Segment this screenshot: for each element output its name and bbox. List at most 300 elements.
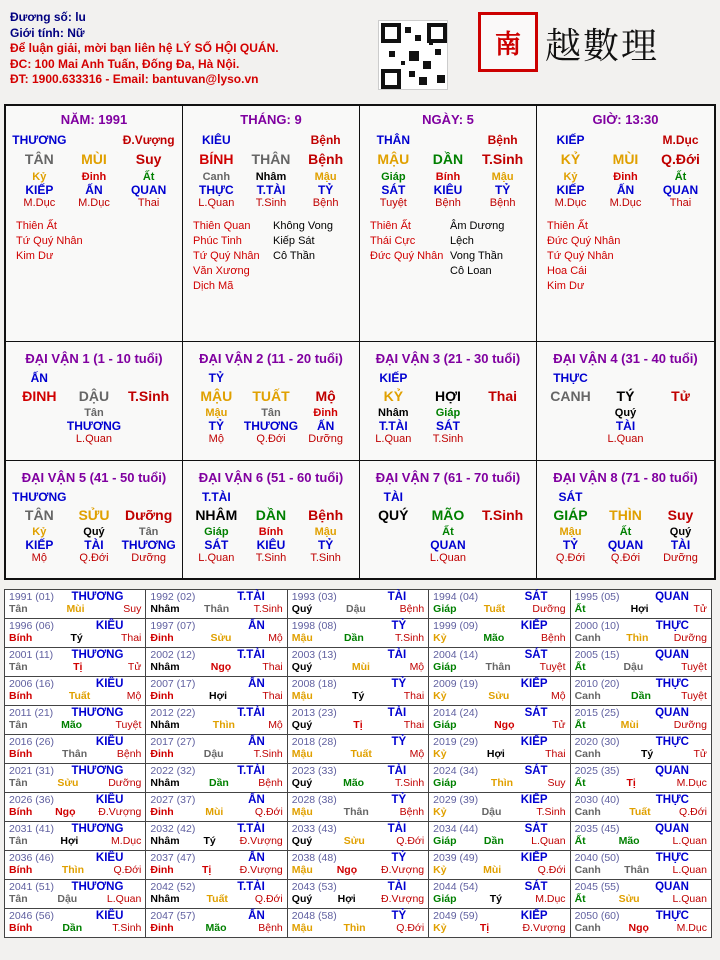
pillar-gods-2: TỶ xyxy=(317,183,334,197)
year-cell-bottom xyxy=(9,661,141,673)
year-cell xyxy=(428,676,570,706)
pillar-hidden-stems-2: Ất xyxy=(674,171,687,183)
year-stem: Bính xyxy=(9,864,33,876)
year-branch: Thân xyxy=(624,864,650,876)
year-branch: Sửu xyxy=(618,893,640,905)
dai-van-hidden-1: Quý xyxy=(83,526,105,538)
year-label: 2037 (47) xyxy=(150,852,196,864)
pillar-phase-2: Bệnh xyxy=(312,197,339,209)
star-name: Kiếp Sát xyxy=(273,235,315,247)
year-cell-bottom xyxy=(292,835,424,847)
star-name: Kim Dư xyxy=(547,280,585,292)
year-phase: Đ.Vượng xyxy=(98,806,142,818)
year-branch: Tý xyxy=(70,632,83,644)
year-cell-bottom xyxy=(9,835,141,847)
year-cell-top xyxy=(575,620,707,632)
year-cell-bottom xyxy=(575,632,707,644)
dai-van-gods-row xyxy=(360,538,536,552)
year-branch: Thân xyxy=(485,661,511,673)
year-cell-top xyxy=(433,823,565,835)
year-branch: Ngọ xyxy=(55,806,76,818)
year-cell-top xyxy=(9,620,141,632)
dai-van-god-1 xyxy=(67,490,121,504)
pillar-hidden-stems-row xyxy=(6,171,182,183)
year-phase: Thai xyxy=(120,632,142,644)
dai-van-main-1: HỢI xyxy=(435,388,461,404)
year-branch: Mùi xyxy=(205,806,224,818)
dai-van-gods-1: TÀI xyxy=(615,419,636,433)
dai-van-phase-2: Dưỡng xyxy=(308,433,344,445)
year-stem: Nhâm xyxy=(150,893,180,905)
year-phase: T.Sinh xyxy=(394,632,425,644)
year-phase: Thai xyxy=(545,748,566,760)
pillar-phase-row xyxy=(183,197,359,209)
dai-van-main-0: KỶ xyxy=(383,388,404,404)
dai-van-main-2: T.Sinh xyxy=(128,388,170,404)
pillar-gods-2: QUAN xyxy=(662,183,699,197)
year-god: SÁT xyxy=(524,765,548,777)
year-god: TÀI xyxy=(387,591,407,603)
year-phase: Mộ xyxy=(126,690,142,702)
year-cell-bottom xyxy=(575,922,707,934)
year-stem: Bính xyxy=(9,922,33,934)
year-cell-top xyxy=(292,794,424,806)
year-phase: L.Quan xyxy=(106,893,142,905)
pillar-top-2: Đ.Vượng xyxy=(122,133,175,147)
year-stem: Kỷ xyxy=(433,864,447,876)
year-branch: Mão xyxy=(483,632,505,644)
pillar-gods-1: ẤN xyxy=(616,183,635,197)
pillar-top-0: KIÊU xyxy=(201,133,231,147)
year-label: 1999 (09) xyxy=(433,620,479,632)
dai-van-4 xyxy=(537,342,714,461)
pillar-phase-0: M.Dục xyxy=(554,197,587,209)
dai-van-title: ĐẠI VẬN 4 (31 - 40 tuổi) xyxy=(553,351,698,366)
dai-van-hidden-0: Kỷ xyxy=(32,526,47,538)
year-cell-top xyxy=(575,765,707,777)
year-cell-bottom xyxy=(575,719,707,731)
year-god: SÁT xyxy=(524,649,548,661)
year-cell xyxy=(145,647,287,677)
year-cell-bottom xyxy=(575,690,707,702)
year-cell xyxy=(287,647,429,677)
dai-van-phase-row xyxy=(537,433,714,445)
year-phase: Bệnh xyxy=(541,632,566,644)
year-cell-bottom xyxy=(9,748,141,760)
pillar-gods-1: ẤN xyxy=(85,183,103,197)
dai-van-gods-row xyxy=(537,419,714,433)
dai-van-main-2: Bệnh xyxy=(308,507,344,523)
year-god: TỶ xyxy=(391,794,407,806)
dai-van-phase-0 xyxy=(366,552,420,564)
year-cell xyxy=(287,676,429,706)
dai-van-hidden-row xyxy=(6,526,182,538)
year-label: 2042 (52) xyxy=(150,881,196,893)
year-cell-bottom xyxy=(150,661,282,673)
year-god: SÁT xyxy=(524,591,548,603)
year-branch: Mão xyxy=(205,922,227,934)
dai-van-gods-0: KIẾP xyxy=(25,538,54,552)
year-label: 2040 (50) xyxy=(574,852,620,864)
pillar-top-0: KIẾP xyxy=(556,133,585,147)
year-cell-top xyxy=(9,823,141,835)
dai-van-god-2 xyxy=(653,371,707,385)
year-label: 1992 (02) xyxy=(150,591,196,603)
year-branch: Tý xyxy=(203,835,216,847)
year-label: 2008 (18) xyxy=(291,678,337,690)
qr-module xyxy=(437,75,445,83)
dai-van-god-row xyxy=(360,371,536,385)
year-branch: Mùi xyxy=(620,719,639,731)
year-stem: Mậu xyxy=(291,922,313,934)
year-god: THỰC xyxy=(655,794,689,806)
year-label: 2036 (46) xyxy=(9,852,54,864)
dai-van-main-2: T.Sinh xyxy=(482,507,524,523)
pillar-phase-1: Bệnh xyxy=(435,197,461,209)
star-name: Thiên Quan xyxy=(193,220,251,232)
year-row xyxy=(4,647,716,676)
year-cell-bottom xyxy=(150,690,282,702)
dai-van-gods-row xyxy=(360,419,536,433)
pillar-phase-row xyxy=(537,197,714,209)
year-cell-top xyxy=(9,881,141,893)
year-label: 2011 (21) xyxy=(9,707,54,719)
year-cell-top xyxy=(150,823,282,835)
year-cell xyxy=(287,734,429,764)
dai-van-phase-0: Mộ xyxy=(31,552,47,564)
dai-van-main-0: QUÝ xyxy=(378,507,409,523)
year-cell-top xyxy=(9,707,141,719)
dai-van-main-0: MẬU xyxy=(200,388,233,404)
year-cell xyxy=(428,618,570,648)
dai-van-gods-2 xyxy=(476,419,530,433)
star-name: Hoa Cái xyxy=(547,265,587,277)
year-cell-top xyxy=(575,707,707,719)
year-branch: Sửu xyxy=(488,690,510,702)
year-god: THƯƠNG xyxy=(71,591,124,603)
year-label: 2023 (33) xyxy=(291,765,337,777)
star-name: Đức Quý Nhân xyxy=(547,235,621,247)
dai-van-god-2 xyxy=(476,490,530,504)
year-stem: Canh xyxy=(574,748,601,760)
year-cell xyxy=(570,705,712,735)
dai-van-phase-row xyxy=(360,552,536,564)
qr-module xyxy=(419,77,427,85)
year-cell-top xyxy=(575,852,707,864)
dai-van-main-2: Tử xyxy=(671,388,690,404)
year-row xyxy=(4,850,716,879)
year-row xyxy=(4,908,716,937)
year-phase: Đ.Vượng xyxy=(239,835,283,847)
year-branch: Hợi xyxy=(337,893,356,905)
year-cell-bottom xyxy=(292,922,424,934)
year-cell-bottom xyxy=(9,777,141,789)
year-god: TỶ xyxy=(391,910,407,922)
year-cell xyxy=(287,821,429,851)
year-phase: T.Sinh xyxy=(253,748,283,760)
dai-van-hidden-1: Giáp xyxy=(435,407,461,419)
star-name: Đức Quý Nhân xyxy=(370,250,444,262)
year-god: KIÊU xyxy=(95,736,124,748)
year-god: KIẾP xyxy=(520,678,548,690)
year-god: TÀI xyxy=(387,823,407,835)
year-cell-top xyxy=(292,649,424,661)
dai-van-7 xyxy=(360,461,537,580)
contact-address: ĐC: 100 Mai Anh Tuấn, Đống Đa, Hà Nội. xyxy=(10,56,240,71)
year-stem: Đinh xyxy=(150,864,174,876)
year-row xyxy=(4,879,716,908)
year-cell xyxy=(428,792,570,822)
year-cell-top xyxy=(433,765,565,777)
dai-van-phase-1: L.Quan xyxy=(429,552,467,564)
pillar-gods-row xyxy=(6,183,182,197)
year-branch: Mùi xyxy=(351,661,370,673)
year-cell-bottom xyxy=(150,719,282,731)
year-cell-bottom xyxy=(150,748,282,760)
year-cell-top xyxy=(150,881,282,893)
year-label: 2025 (35) xyxy=(574,765,620,777)
year-god: TỶ xyxy=(391,678,407,690)
year-cell-bottom xyxy=(433,661,565,673)
year-god: KIẾP xyxy=(520,852,548,864)
dai-van-god-0: TỶ xyxy=(208,371,224,385)
year-label: 2007 (17) xyxy=(150,678,196,690)
star-name: Phúc Tinh xyxy=(193,235,242,247)
year-stem: Mậu xyxy=(291,748,313,760)
dai-van-god-row xyxy=(183,490,359,504)
year-branch: Tị xyxy=(73,661,83,673)
year-cell-top xyxy=(433,881,565,893)
pillar-gods-2: QUAN xyxy=(130,183,167,197)
year-cell xyxy=(570,792,712,822)
year-stem: Đinh xyxy=(150,690,174,702)
year-god: QUAN xyxy=(655,707,689,719)
year-label: 2018 (28) xyxy=(291,736,337,748)
year-branch: Tuất xyxy=(629,806,651,818)
year-branch: Ngọ xyxy=(336,864,358,876)
year-stem: Kỷ xyxy=(433,690,447,702)
pillar-hidden-stems-0: Giáp xyxy=(381,171,406,183)
year-god: THƯƠNG xyxy=(71,823,124,835)
year-label: 2013 (23) xyxy=(291,707,337,719)
pillar-hidden-stems-1: Đinh xyxy=(613,171,638,183)
year-phase: Bệnh xyxy=(258,922,283,934)
dai-van-phase-1: Q.Đới xyxy=(79,552,109,564)
year-stem: Kỷ xyxy=(433,748,447,760)
year-cell xyxy=(428,734,570,764)
stars-col-1 xyxy=(16,219,96,264)
dai-van-gods-row xyxy=(6,538,182,552)
year-row xyxy=(4,763,716,792)
pillar-gods-1: KIÊU xyxy=(433,183,463,197)
year-cell-bottom xyxy=(9,893,141,905)
year-phase: Mộ xyxy=(268,632,283,644)
pillar-top-row xyxy=(360,133,536,147)
year-label: 2043 (53) xyxy=(291,881,337,893)
year-god: THƯƠNG xyxy=(71,649,124,661)
dai-van-phase-2 xyxy=(653,433,707,445)
year-cell-top xyxy=(433,794,565,806)
year-label: 2020 (30) xyxy=(574,736,620,748)
year-cell-top xyxy=(433,736,565,748)
pillar-main-1: MÙI xyxy=(612,151,639,167)
dai-van-phase-1: L.Quan xyxy=(75,433,113,445)
dai-van-main-row xyxy=(360,388,536,404)
pillar-gods-1: T.TÀI xyxy=(256,183,286,197)
year-stem: Mậu xyxy=(291,806,313,818)
year-cell-top xyxy=(292,620,424,632)
dai-van-god-1 xyxy=(421,490,475,504)
year-label: 2032 (42) xyxy=(150,823,196,835)
pillar-gods-0: SÁT xyxy=(381,183,406,197)
dai-van-phase-0 xyxy=(543,433,597,445)
pillar-hidden-stems-row xyxy=(537,171,714,183)
pillar-title: NGÀY: 5 xyxy=(422,112,474,127)
pillar-hidden-stems-0: Kỷ xyxy=(32,171,47,183)
year-branch: Tuất xyxy=(68,690,91,702)
year-branch: Dần xyxy=(631,690,651,702)
year-god: TỶ xyxy=(391,620,407,632)
qr-module xyxy=(435,49,441,55)
year-branch: Tuất xyxy=(483,603,506,615)
year-cell-bottom xyxy=(433,893,565,905)
dai-van-hidden-0: Mậu xyxy=(205,407,228,419)
year-cell-top xyxy=(433,649,565,661)
year-cell-bottom xyxy=(292,690,424,702)
star-name: Kim Dư xyxy=(16,250,54,262)
year-stem: Tân xyxy=(9,835,28,847)
dai-van-1 xyxy=(6,342,183,461)
year-phase: Đ.Vượng xyxy=(381,893,425,905)
dai-van-main-0: GIÁP xyxy=(553,507,588,523)
dai-van-hidden-2 xyxy=(476,407,530,419)
year-cell xyxy=(570,908,712,938)
year-phase: Q.Đới xyxy=(537,864,566,876)
year-branch: Dần xyxy=(343,632,364,644)
year-label: 2038 (48) xyxy=(291,852,337,864)
year-phase: Tuyệt xyxy=(681,690,707,702)
year-cell-bottom xyxy=(292,719,424,731)
dai-van-gods-0 xyxy=(543,419,597,433)
dai-van-god-row xyxy=(537,490,714,504)
year-cell-bottom xyxy=(433,864,565,876)
year-cell xyxy=(4,879,146,909)
dai-van-title: ĐẠI VẬN 3 (21 - 30 tuổi) xyxy=(375,351,521,366)
year-phase: L.Quan xyxy=(672,835,707,847)
pillar-top-2: Bệnh xyxy=(487,133,518,147)
year-cell xyxy=(4,821,146,851)
year-cell-bottom xyxy=(433,748,565,760)
year-phase: Tử xyxy=(693,748,707,760)
year-god: TỶ xyxy=(391,852,407,864)
year-cell xyxy=(287,879,429,909)
dai-van-hidden-0 xyxy=(543,407,597,419)
pillar-phase-0: Tuyệt xyxy=(379,197,407,209)
year-god: ẤN xyxy=(248,678,265,690)
dai-van-god-0: SÁT xyxy=(558,490,583,504)
year-god: ẤN xyxy=(248,852,265,864)
pillar-gods-row xyxy=(183,183,359,197)
year-label: 2012 (22) xyxy=(150,707,196,719)
year-cell-bottom xyxy=(433,719,565,731)
pillar-top-2: M.Dục xyxy=(662,133,699,147)
pillar-stars xyxy=(360,219,536,279)
year-cell-bottom xyxy=(9,632,141,644)
dai-van-gods-0: T.TÀI xyxy=(378,419,408,433)
star-name: Cô Thần xyxy=(273,250,315,262)
year-cell xyxy=(570,850,712,880)
year-cell-bottom xyxy=(575,893,707,905)
year-branch: Thìn xyxy=(212,719,235,731)
year-god: TÀI xyxy=(387,881,407,893)
year-branch: Ngọ xyxy=(210,661,232,673)
year-label: 2005 (15) xyxy=(574,649,620,661)
year-cell-top xyxy=(292,910,424,922)
dai-van-gods-2: ẤN xyxy=(316,419,335,433)
year-cell xyxy=(287,763,429,793)
pillar-phase-2: Thai xyxy=(137,197,160,209)
year-cell xyxy=(4,647,146,677)
year-stem: Bính xyxy=(9,632,33,644)
dai-van-gods-0: SÁT xyxy=(204,538,229,552)
year-cell xyxy=(145,705,287,735)
year-cell-top xyxy=(292,823,424,835)
year-branch: Mão xyxy=(618,835,640,847)
dai-van-title: ĐẠI VẬN 7 (61 - 70 tuổi) xyxy=(375,470,521,485)
star-name: Văn Xương xyxy=(193,265,250,277)
year-label: 2027 (37) xyxy=(150,794,196,806)
year-stem: Quý xyxy=(291,661,313,673)
year-stem: Đinh xyxy=(150,922,174,934)
birth-chart xyxy=(4,104,716,580)
qr-code[interactable] xyxy=(378,20,448,90)
year-branch: Dậu xyxy=(623,661,644,673)
year-god: KIẾP xyxy=(520,620,548,632)
dai-van-gods-2: THƯƠNG xyxy=(121,538,176,552)
year-cell xyxy=(570,618,712,648)
dai-van-hidden-2: Quý xyxy=(669,526,692,538)
logo-seal: 南 xyxy=(478,12,538,72)
year-label: 2039 (49) xyxy=(433,852,479,864)
year-cell xyxy=(428,850,570,880)
year-cell-bottom xyxy=(575,835,707,847)
year-cell-bottom xyxy=(433,835,565,847)
year-cell-bottom xyxy=(150,922,282,934)
year-stem: Kỷ xyxy=(433,632,447,644)
pillar-hidden-stems-row xyxy=(183,171,359,183)
year-branch: Tý xyxy=(641,748,654,760)
year-cell xyxy=(428,879,570,909)
dai-van-gods-row xyxy=(6,419,182,433)
subject-gender: Giới tính: Nữ xyxy=(10,25,85,40)
year-branch: Sửu xyxy=(343,835,365,847)
year-god: KIÊU xyxy=(95,794,124,806)
year-cell-top xyxy=(433,591,565,603)
year-phase: Mộ xyxy=(409,748,425,760)
pillar-main-row xyxy=(183,151,359,167)
pillar-top-2: Bệnh xyxy=(310,133,341,147)
year-branch: Mùi xyxy=(66,603,85,615)
year-label: 2000 (10) xyxy=(574,620,620,632)
year-phase: Bệnh xyxy=(258,777,283,789)
year-stem: Ất xyxy=(574,603,586,615)
dai-van-phase-1: T.Sinh xyxy=(255,552,287,564)
year-cell-top xyxy=(575,678,707,690)
dai-van-hidden-1: Bính xyxy=(258,526,284,538)
pillar-title: GIỜ: 13:30 xyxy=(592,112,659,127)
pillar-title: THÁNG: 9 xyxy=(240,112,302,127)
year-phase: Suy xyxy=(547,777,566,789)
